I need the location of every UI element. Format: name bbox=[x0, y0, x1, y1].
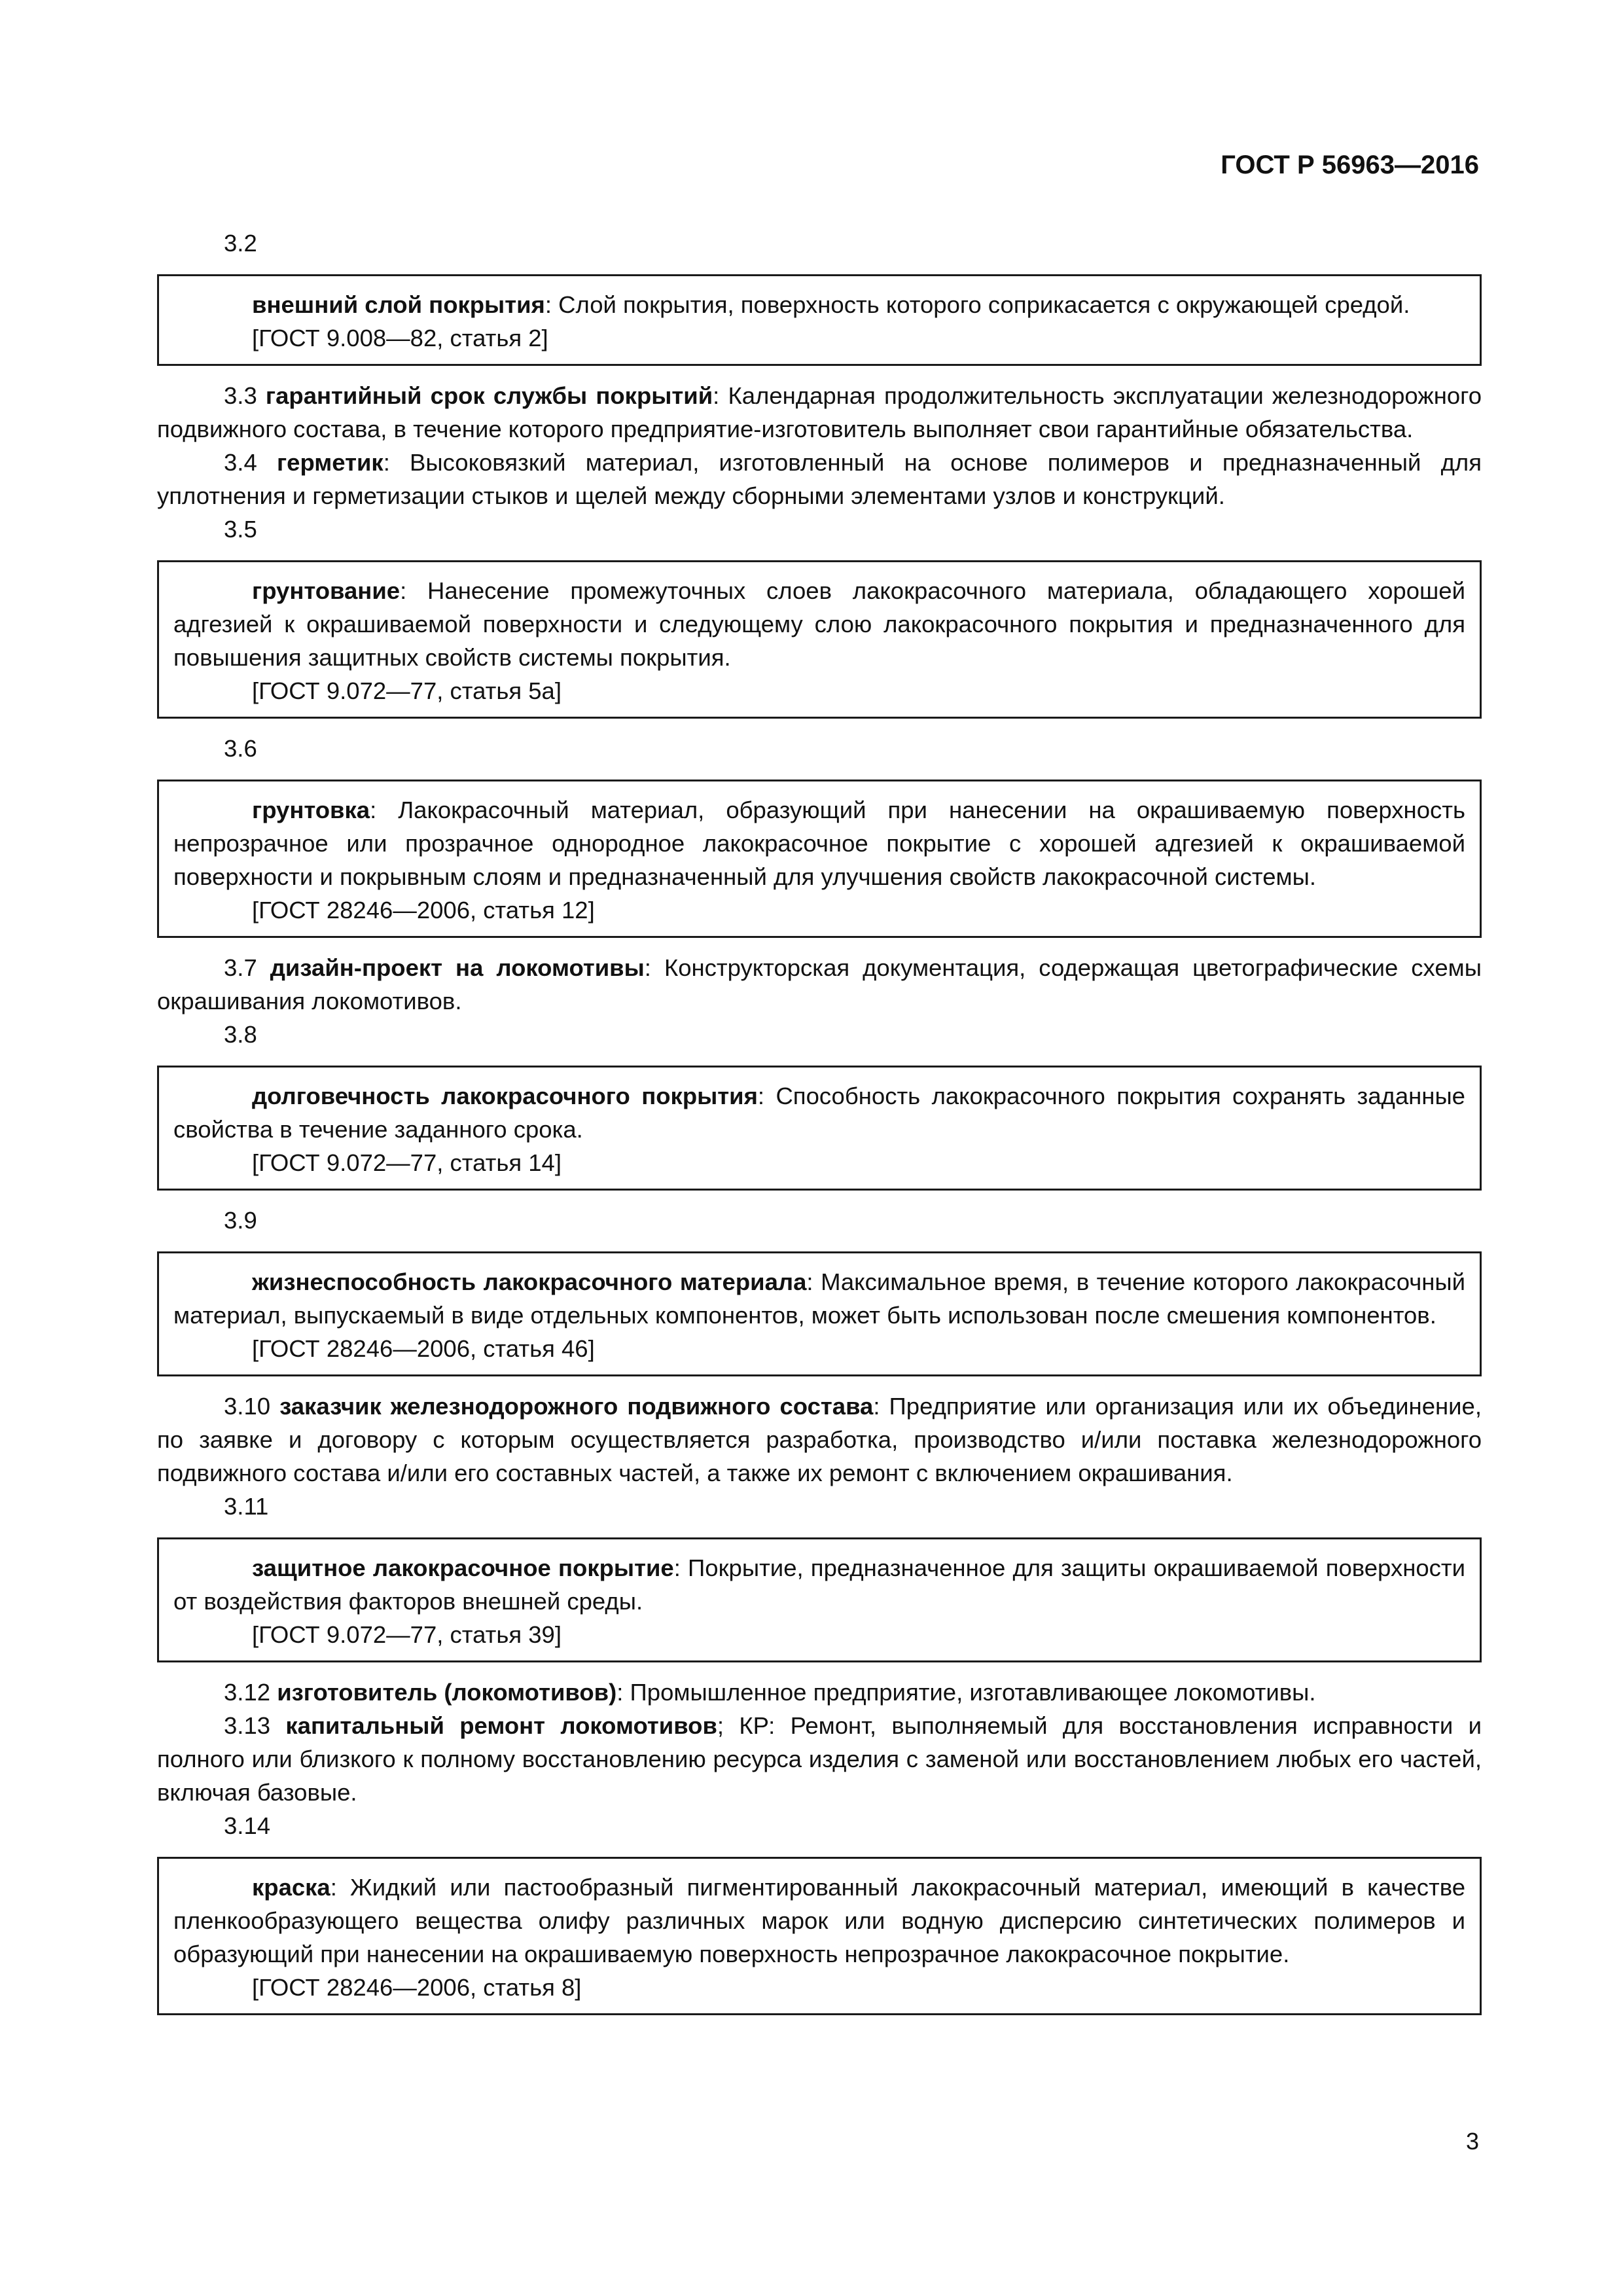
term-name: герметик bbox=[276, 449, 383, 476]
term-number: 3.10 bbox=[224, 1393, 271, 1420]
term-def-text: Способность лакокрасочного покрытия сохранять заданные свойства в течение заданного срока. bbox=[173, 1083, 1465, 1143]
document-id-header: ГОСТ Р 56963—2016 bbox=[1221, 151, 1479, 179]
terms-section bbox=[157, 226, 1482, 2028]
term-def-text: Конструкторская документация, содержащая цветографические схемы окрашивания локомотивов. bbox=[157, 954, 1482, 1014]
term-name: изготовитель (локомотивов) bbox=[277, 1679, 617, 1706]
quoted-term-box bbox=[157, 1857, 1482, 2015]
term-source: [ГОСТ 28246—2006, статья 12] bbox=[252, 897, 595, 924]
term-name: внешний слой покрытия bbox=[252, 291, 545, 318]
quoted-term-box bbox=[157, 560, 1482, 719]
term-number: 3.13 bbox=[224, 1712, 271, 1739]
term-name: защитное лакокрасочное покрытие bbox=[252, 1554, 674, 1581]
term-source: [ГОСТ 28246—2006, статья 46] bbox=[252, 1335, 595, 1362]
term-number: 3.8 bbox=[224, 1021, 257, 1048]
term-def-text: Максимальное время, в течение которого лакокрасочный материал, выпускаемый в виде отдельных компонентов, может быть использован после смешения компонентов. bbox=[173, 1268, 1465, 1329]
term-name: долговечность лакокрасочного покрытия bbox=[252, 1083, 758, 1109]
term-name: грунтовка bbox=[252, 797, 370, 823]
term-number: 3.7 bbox=[224, 954, 257, 981]
term-source: [ГОСТ 9.072—77, статья 5а] bbox=[252, 677, 562, 704]
term-source: [ГОСТ 9.072—77, статья 39] bbox=[252, 1621, 562, 1648]
quoted-term-box bbox=[157, 1251, 1482, 1376]
term-def-text: Покрытие, предназначенное для защиты окрашиваемой поверхности от воздействия факторов внешней среды. bbox=[173, 1554, 1466, 1615]
term-number: 3.5 bbox=[224, 516, 257, 543]
term-name: дизайн-проект на локомотивы bbox=[270, 954, 645, 981]
term-source: [ГОСТ 9.072—77, статья 14] bbox=[252, 1149, 562, 1176]
term-name: гарантийный срок службы покрытий bbox=[265, 382, 713, 409]
term-name: краска bbox=[252, 1874, 330, 1901]
term-definition: внешний слой покрытия: Слой покрытия, поверхность которого соприкасается с окружающей средой. bbox=[252, 291, 1410, 318]
term-definition: краска: Жидкий или пастообразный пигментированный лакокрасочный материал, имеющий в качестве пленкообразующего вещества олифу различных марок или водную дисперсию синтетических полимеров и образующий при нанесении на окрашиваемую поверхность непрозрачное лакокрасочное покрытие. bbox=[173, 1874, 1465, 1967]
term-number: 3.4 bbox=[224, 449, 257, 476]
term-def-text: Календарная продолжительность эксплуатации железнодорожного подвижного состава, в течение которого предприятие-изготовитель выполняет свои гарантийные обязательства. bbox=[157, 382, 1482, 442]
term-number: 3.3 bbox=[224, 382, 257, 409]
term-definition: 3.10 заказчик железнодорожного подвижного состава: Предприятие или организация или их объединение, по заявке и договору с которым осуществляется разработка, производство и/или поставка железнодорожного подвижного состава и/или его составных частей, а также их ремонт с включением окрашивания. bbox=[157, 1393, 1482, 1486]
term-definition: 3.12 изготовитель (локомотивов): Промышленное предприятие, изготавливающее локомотивы. bbox=[224, 1679, 1316, 1706]
term-definition: жизнеспособность лакокрасочного материала: Максимальное время, в течение которого лакокрасочный материал, выпускаемый в виде отдельных компонентов, может быть использован после смешения компонентов. bbox=[173, 1268, 1465, 1329]
term-def-text: Лакокрасочный материал, образующий при нанесении на окрашиваемую поверхность непрозрачное или прозрачное однородное лакокрасочное покрытие с хорошей адгезией к окрашиваемой поверхности и покрывным слоям и предназначенный для улучшения свойств лакокрасочной системы. bbox=[173, 797, 1465, 890]
term-definition: 3.4 герметик: Высоковязкий материал, изготовленный на основе полимеров и предназначенный для уплотнения и герметизации стыков и щелей между сборными элементами узлов и конструкций. bbox=[157, 449, 1482, 509]
term-definition: грунтование: Нанесение промежуточных слоев лакокрасочного материала, обладающего хорошей адгезией к окрашиваемой поверхности и следующему слою лакокрасочного покрытия и предназначенного для повышения защитных свойств системы покрытия. bbox=[173, 577, 1465, 671]
term-def-text: Нанесение промежуточных слоев лакокрасочного материала, обладающего хорошей адгезией к окрашиваемой поверхности и следующему слою лакокрасочного покрытия и предназначенного для повышения защитных свойств системы покрытия. bbox=[173, 577, 1465, 671]
term-number: 3.9 bbox=[224, 1207, 257, 1234]
term-number: 3.14 bbox=[224, 1812, 271, 1839]
term-definition: долговечность лакокрасочного покрытия: Способность лакокрасочного покрытия сохранять заданные свойства в течение заданного срока. bbox=[173, 1083, 1465, 1143]
term-def-text: КР: Ремонт, выполняемый для восстановления исправности и полного или близкого к полному восстановлению ресурса изделия с заменой или восстановлением любых его частей, включая базовые. bbox=[157, 1712, 1482, 1806]
term-name: грунтование bbox=[252, 577, 401, 604]
term-number: 3.11 bbox=[224, 1493, 269, 1520]
term-definition: 3.3 гарантийный срок службы покрытий: Календарная продолжительность эксплуатации железнодорожного подвижного состава, в течение которого предприятие-изготовитель выполняет свои гарантийные обязательства. bbox=[157, 382, 1482, 442]
quoted-term-box bbox=[157, 780, 1482, 938]
term-def-text: Предприятие или организация или их объединение, по заявке и договору с которым осуществляется разработка, производство и/или поставка железнодорожного подвижного состава и/или его составных частей, а также их ремонт с включением окрашивания. bbox=[157, 1393, 1482, 1486]
quoted-term-box bbox=[157, 1537, 1482, 1662]
term-definition: 3.7 дизайн-проект на локомотивы: Конструкторская документация, содержащая цветографические схемы окрашивания локомотивов. bbox=[157, 954, 1482, 1014]
term-name: капитальный ремонт локомотивов bbox=[285, 1712, 717, 1739]
term-def-text: Промышленное предприятие, изготавливающее локомотивы. bbox=[623, 1679, 1316, 1706]
term-name: заказчик железнодорожного подвижного состава bbox=[279, 1393, 874, 1420]
term-source: [ГОСТ 28246—2006, статья 8] bbox=[252, 1974, 582, 2001]
term-number: 3.12 bbox=[224, 1679, 271, 1706]
term-def-text: Слой покрытия, поверхность которого соприкасается с окружающей средой. bbox=[552, 291, 1410, 318]
quoted-term-box bbox=[157, 274, 1482, 366]
term-def-text: Жидкий или пастообразный пигментированный лакокрасочный материал, имеющий в качестве пленкообразующего вещества олифу различных марок или водную дисперсию синтетических полимеров и образующий при нанесении на окрашиваемую поверхность непрозрачное лакокрасочное покрытие. bbox=[173, 1874, 1465, 1967]
term-number: 3.6 bbox=[224, 735, 257, 762]
term-name: жизнеспособность лакокрасочного материала bbox=[252, 1268, 807, 1295]
term-definition: 3.13 капитальный ремонт локомотивов; КР: Ремонт, выполняемый для восстановления исправности и полного или близкого к полному восстановлению ресурса изделия с заменой или восстановлением любых его частей, включая базовые. bbox=[157, 1712, 1482, 1806]
term-definition: защитное лакокрасочное покрытие: Покрытие, предназначенное для защиты окрашиваемой поверхности от воздействия факторов внешней среды. bbox=[173, 1554, 1466, 1615]
term-number: 3.2 bbox=[224, 230, 257, 257]
term-source: [ГОСТ 9.008—82, статья 2] bbox=[252, 325, 548, 351]
term-definition: грунтовка: Лакокрасочный материал, образующий при нанесении на окрашиваемую поверхность непрозрачное или прозрачное однородное лакокрасочное покрытие с хорошей адгезией к окрашиваемой поверхности и покрывным слоям и предназначенный для улучшения свойств лакокрасочной системы. bbox=[173, 797, 1465, 890]
term-def-text: Высоковязкий материал, изготовленный на основе полимеров и предназначенный для уплотнения и герметизации стыков и щелей между сборными элементами узлов и конструкций. bbox=[157, 449, 1482, 509]
quoted-term-box bbox=[157, 1066, 1482, 1191]
page-number: 3 bbox=[1465, 2128, 1479, 2155]
